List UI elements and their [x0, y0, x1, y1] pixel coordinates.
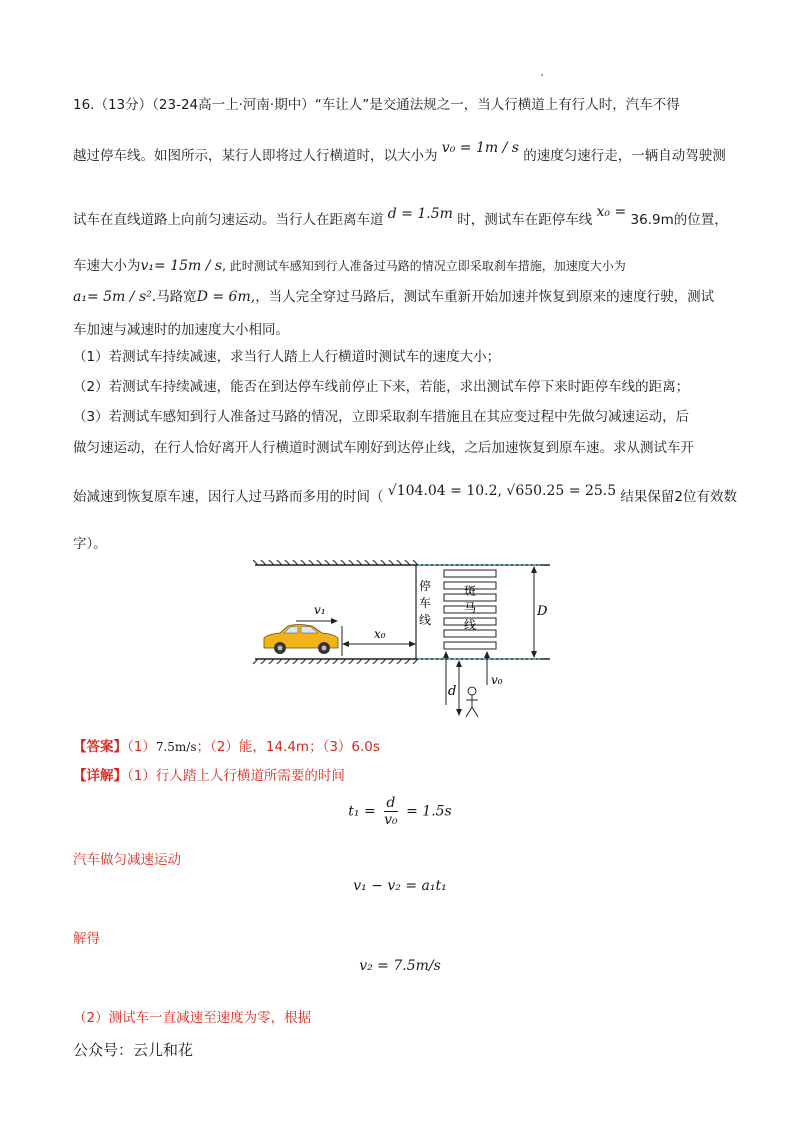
math-a1: a₁= 5m / s².: [73, 289, 157, 305]
d-arrow-top: [456, 660, 462, 667]
D-arrow-top: [531, 566, 537, 573]
explain-line-1: 【详解】（1）行人踏上人行横道所需要的时间: [73, 768, 345, 784]
walk-arrow-right-head: [484, 651, 490, 658]
walk-arrow-left-head: [443, 651, 449, 658]
subquestion-3-line-4: 字）。: [73, 536, 107, 552]
stop-line-label-2: 车: [418, 596, 432, 610]
explain-label: 【详解】: [73, 768, 127, 784]
fraction-d-v0: $\frac{d}{\text{v₀}}$: [384, 795, 398, 828]
pedestrian-icon: [466, 687, 478, 717]
subquestion-3-line-1: （3）若测试车感知到行人准备过马路的情况，立即采取刹车措施且在其应变过程中先做匀减速运动，后: [73, 409, 690, 425]
question-line-6: 车加速与减速时的加速度大小相同。: [73, 322, 289, 338]
subquestion-2: （2）若测试车持续减速，能否在到达停车线前停止下来，若能，求出测试车停下来时距停车线的距离；: [73, 379, 690, 395]
equation-v2: v₂ = 7.5m/s: [359, 958, 441, 974]
math-d: d = 1.5m: [387, 206, 453, 222]
math-x0: x₀ =: [596, 204, 627, 220]
zebra-label-1: 斑: [463, 584, 477, 598]
subquestion-1: （1）若测试车持续减速，求当行人踏上人行横道时测试车的速度大小；: [73, 349, 501, 365]
stop-line-label-3: 线: [418, 613, 432, 627]
v1-label: v₁: [314, 603, 326, 617]
car-icon: [264, 625, 338, 655]
D-arrow-bottom: [531, 651, 537, 658]
x0-arrow-left: [342, 641, 349, 647]
subquestion-3-line-3: 始减速到恢复原车速，因行人过马路而多用的时间（ √104.04 = 10.2, √650.25 = 25.5 结果保留2位有效数: [73, 483, 738, 505]
question-line-5: a₁= 5m / s².马路宽D = 6m,，当人完全穿过马路后，测试车重新开始加速并恢复到原来的速度行驶，测试: [73, 289, 715, 305]
d-label: d: [448, 684, 457, 699]
equation-t1: t₁ = $\frac{d}{\text{v₀}}$ = 1.5s: [348, 795, 452, 828]
x0-arrow-right: [409, 641, 416, 647]
subquestion-3-line-2: 做匀速运动，在行人恰好离开人行横道时测试车刚好到达停止线，之后加速恢复到原车速。求从测试车开: [73, 440, 694, 456]
equation-velocity: v₁ − v₂ = a₁t₁: [353, 878, 447, 894]
question-line-2: 越过停车线。如图所示，某行人即将过人行横道时，以大小为 v₀ = 1m / s 的速度匀速行走，一辆自动驾驶测: [73, 140, 726, 164]
question-line-3: 试车在直线道路上向前匀速运动。当行人在距离车道 d = 1.5m 时，测试车在距停车线 x₀ = 36.9m的位置，: [73, 204, 728, 228]
explain-note-2: 解得: [73, 931, 100, 947]
math-v1: v₁= 15m / s: [140, 258, 223, 274]
explain-line-2: （2）测试车一直减速至速度为零，根据: [73, 1010, 312, 1026]
v1-arrow-head: [331, 618, 338, 624]
question-line-1: 16.（13分）（23-24高一上·河南·期中）“车让人”是交通法规之一，当人行横道上有行人时，汽车不得: [73, 97, 680, 113]
question-line-4: 车速大小为v₁= 15m / s, 此时测试车感知到行人准备过马路的情况立即采取刹车措施，加速度大小为: [73, 258, 626, 274]
math-v0: v₀ = 1m / s: [441, 140, 519, 156]
top-wall: [253, 560, 550, 565]
zebra-label-3: 线: [463, 618, 477, 632]
answer-label: 【答案】: [73, 739, 127, 755]
v0-label: v₀: [491, 673, 503, 687]
d-arrow-bottom: [456, 709, 462, 716]
speck: [541, 74, 543, 76]
explain-note-1: 汽车做匀减速运动: [73, 852, 181, 868]
bottom-wall: [253, 659, 550, 664]
answer-value-1: 7.5m/s: [155, 740, 197, 754]
zebra-label-2: 马: [463, 601, 477, 615]
footer-account: 公众号：云儿和花: [73, 1041, 194, 1059]
road-figure: [250, 560, 560, 725]
stop-line-label-1: 停: [418, 579, 432, 593]
D-label: D: [537, 604, 548, 619]
x0-label: x₀: [374, 627, 386, 641]
math-D: D = 6m,: [196, 289, 256, 305]
math-sqrt-hint: √104.04 = 10.2, √650.25 = 25.5: [387, 483, 617, 499]
answer-line: 【答案】（1）7.5m/s；（2）能，14.4m；（3）6.0s: [73, 739, 380, 755]
